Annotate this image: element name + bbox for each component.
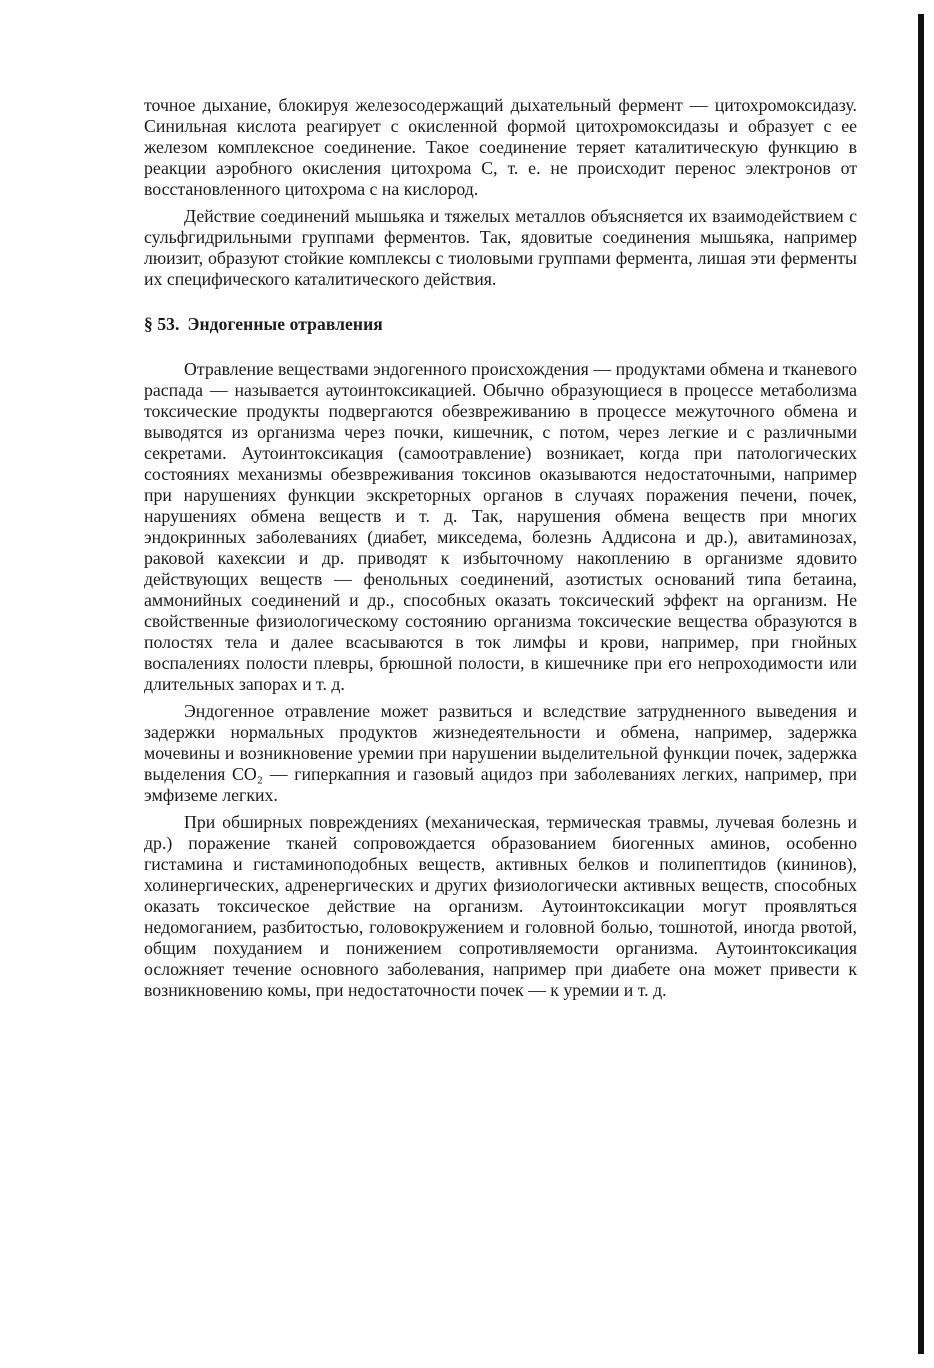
paragraph-injuries: При обширных повреждениях (механическая, термическая травмы, лучевая болезнь и др.) поражение тканей сопровождается образованием биогенных аминов, особенно гистамина и гистаминоподобных веществ, активных белков и полипептидов (кининов), холинергических, адренергических и других физиологически активных веществ, способных оказать токсическое действие на организм. Аутоинтоксикации могут проявляться недомоганием, разбитостью, головокружением и головной болью, тошнотой, иногда рвотой, общим похуданием и понижением сопротивляемости организма. Аутоинтоксикация осложняет течение основного заболевания, например при диабете она может привести к возникновению комы, при недостаточности почек — к уремии и т. д. — [144, 812, 857, 1000]
paragraph-excretion: Эндогенное отравление может развиться и вследствие затрудненного выведения и задержки нормальных продуктов жизнедеятельности и обмена, например, задержка мочевины и возникновение уремии при нарушении выделительной функции почек, задержка выделения CO₂ — гиперкапния и газовый ацидоз при заболеваниях легких, например, при эмфиземе легких. — [144, 701, 857, 805]
document-body — [144, 95, 857, 1001]
section-heading — [144, 314, 857, 335]
section-title: Эндогенные отравления — [187, 314, 383, 334]
section-number: § 53. — [144, 314, 180, 334]
paragraph-cytochrome: точное дыхание, блокируя железосодержащий дыхательный фермент — цитохромоксидазу. Синильная кислота реагирует с окисленной формой цитохромоксидазы и образует с ее железом комплексное соединение. Такое соединение теряет каталитическую функцию в реакции аэробного окисления цитохрома С, т. е. не происходит перенос электронов от восстановленного цитохрома с на кислород. — [144, 95, 857, 199]
paragraph-autointoxication: Отравление веществами эндогенного происхождения — продуктами обмена и тканевого распада — называется аутоинтоксикацией. Обычно образующиеся в процессе метаболизма токсические продукты подвергаются обезвреживанию в процессе межуточного обмена и выводятся из организма через почки, кишечник, с потом, через легкие и с различными секретами. Аутоинтоксикация (самоотравление) возникает, когда при патологических состояниях механизмы обезвреживания токсинов оказываются недостаточными, например при нарушениях функции экскреторных органов в случаях поражения печени, почек, нарушениях обмена веществ и т. д. Так, нарушения обмена веществ при многих эндокринных заболеваниях (диабет, микседема, болезнь Аддисона и др.), авитаминозах, раковой кахексии и др. приводят к избыточному накоплению в организме ядовито действующих веществ — фенольных соединений, азотистых оснований типа бетаина, аммонийных соединений и др., способных оказать токсический эффект на организм. Не свойственные физиологическому состоянию организма токсические вещества образуются в полостях тела и далее всасываются в ток лимфы и крови, например, при гнойных воспалениях полости плевры, брюшной полости, в кишечнике при его непроходимости или длительных запорах и т. д. — [144, 359, 857, 694]
page-edge-shadow — [918, 14, 924, 1354]
paragraph-arsenic: Действие соединений мышьяка и тяжелых металлов объясняется их взаимодействием с сульфгидрильными группами ферментов. Так, ядовитые соединения мышьяка, например люизит, образуют стойкие комплексы с тиоловыми группами фермента, лишая эти ферменты их специфического каталитического действия. — [144, 206, 857, 289]
